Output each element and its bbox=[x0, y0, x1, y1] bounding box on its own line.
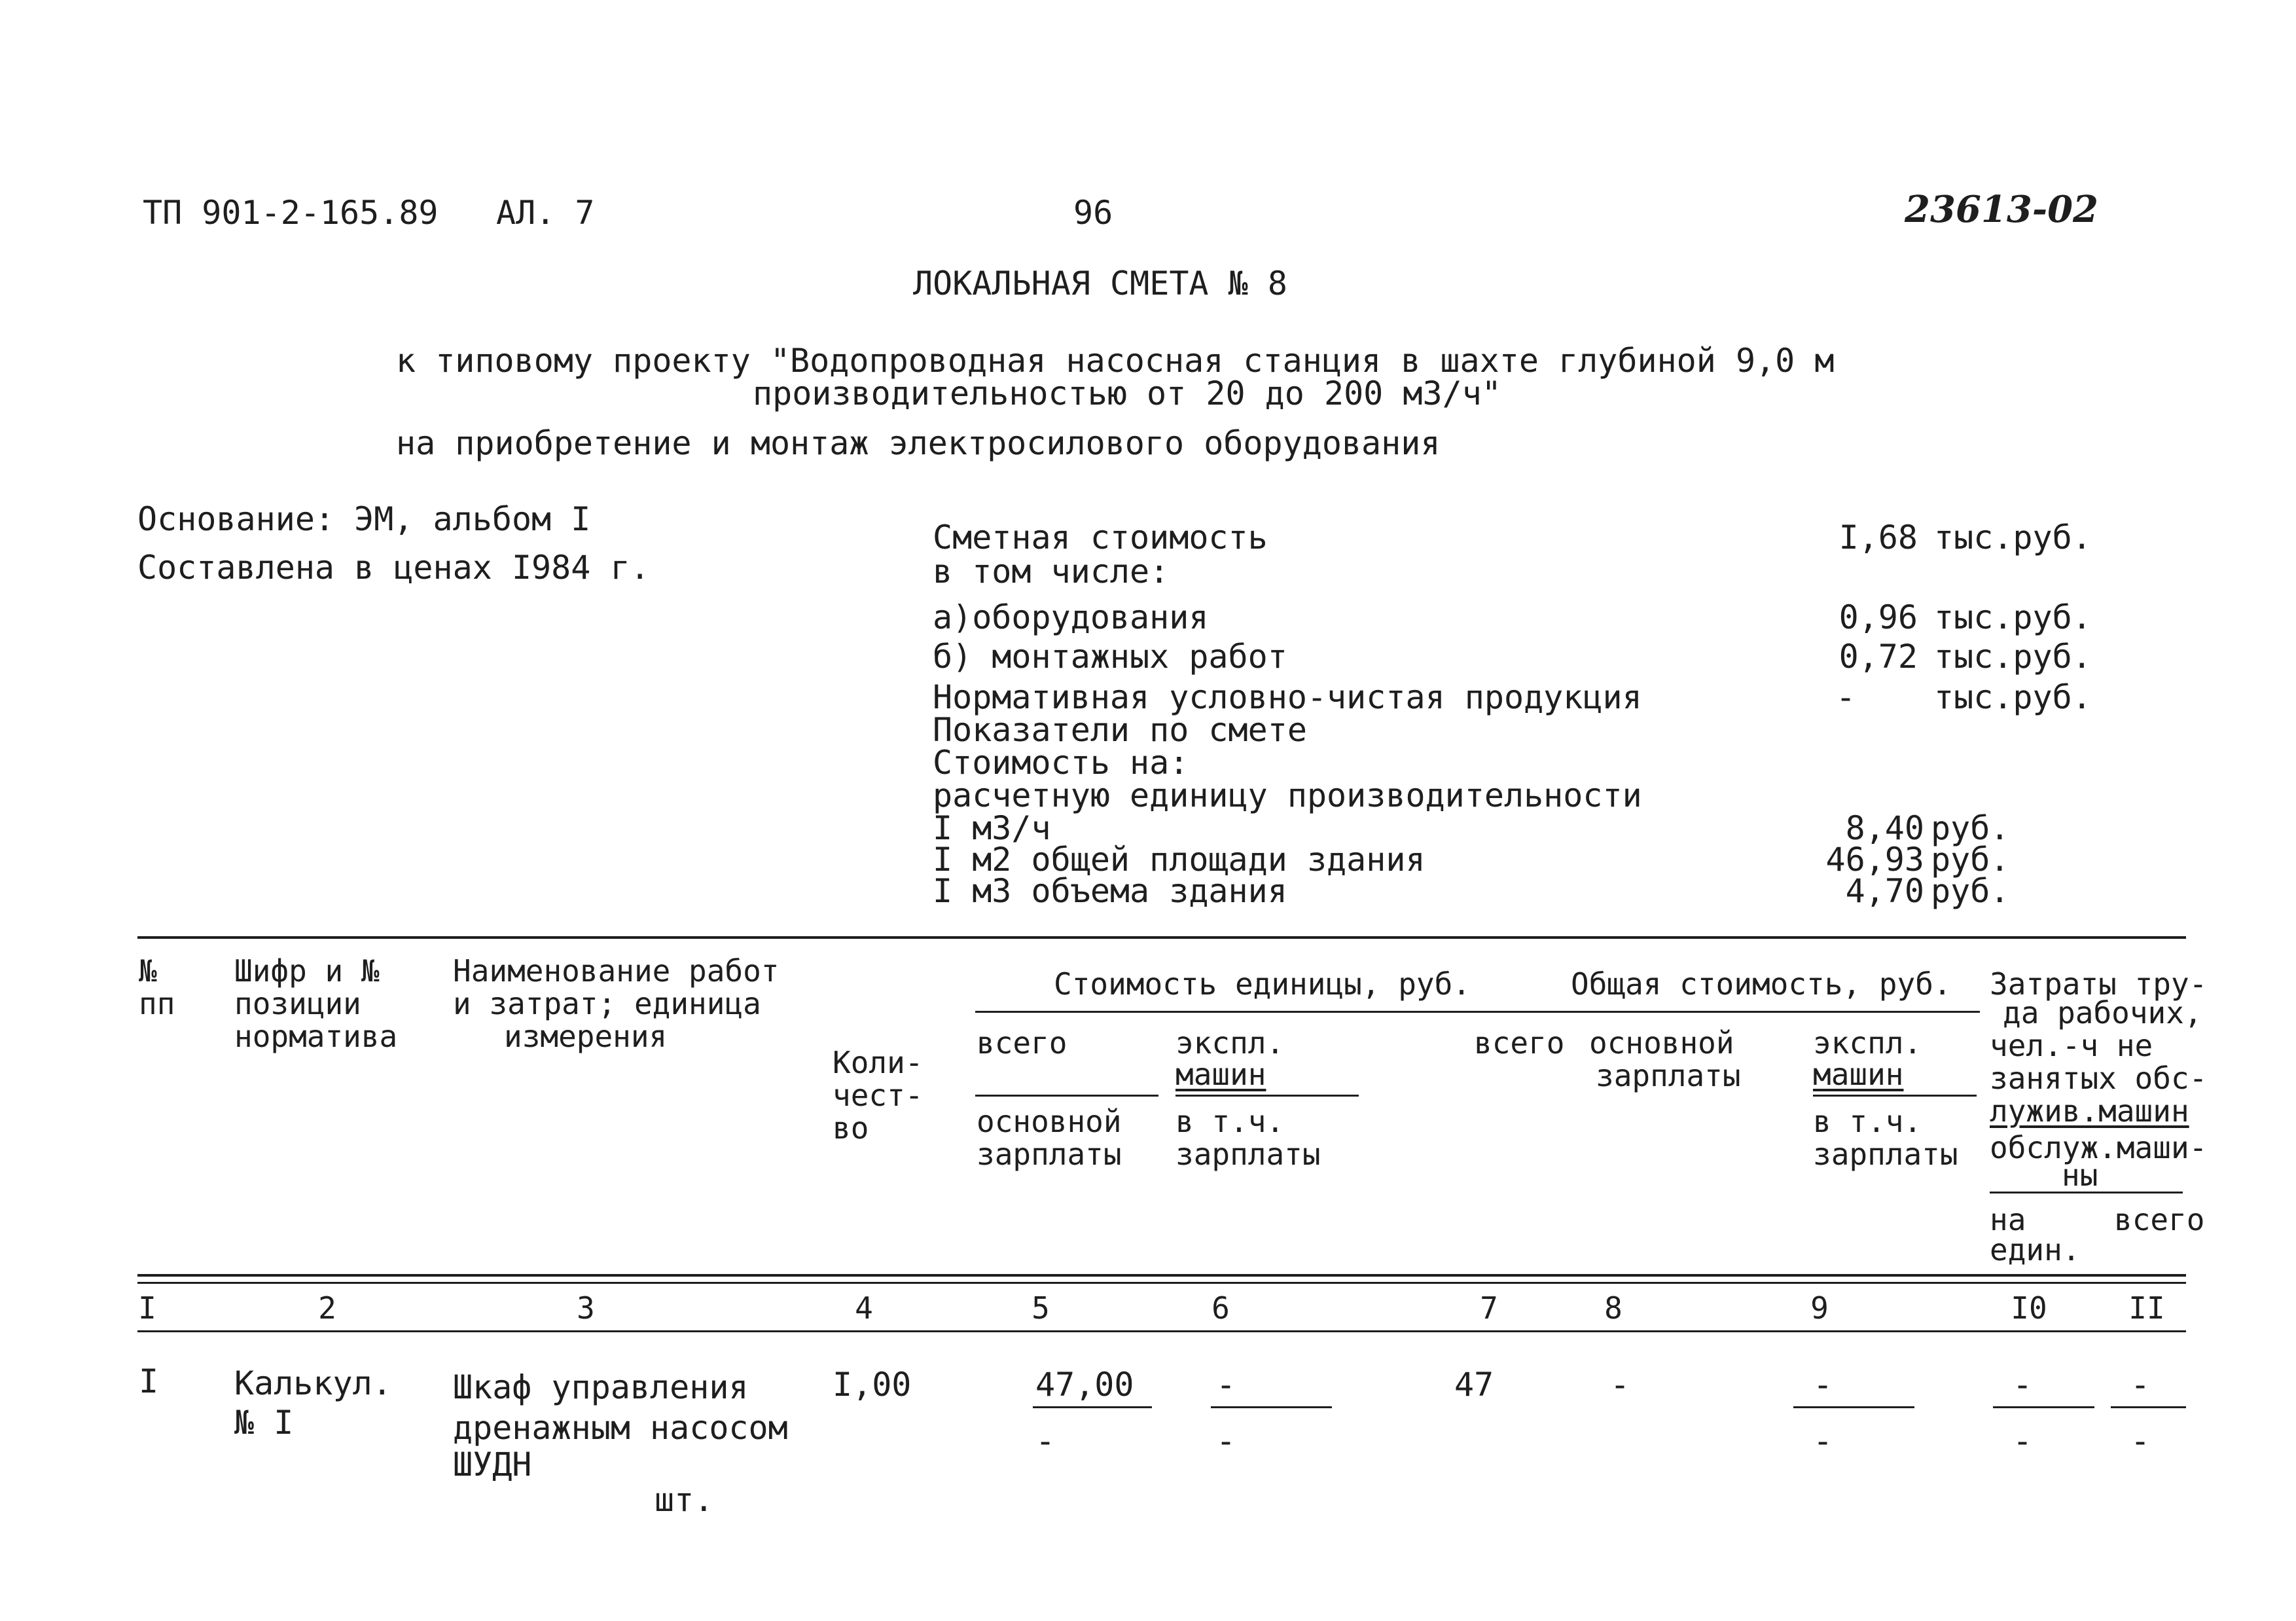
column-number: 9 bbox=[1810, 1290, 1829, 1326]
column-number: I0 bbox=[2011, 1290, 2047, 1326]
row-labor-per-unit-b: - bbox=[2013, 1422, 2033, 1460]
row-number: I bbox=[139, 1362, 159, 1400]
installation-value: 0,72 bbox=[1839, 638, 1918, 676]
unit-thousand-rub: тыс.руб. bbox=[1934, 519, 2092, 556]
row-name-line1: Шкаф управления bbox=[453, 1368, 749, 1406]
header-unit-expl-line1: экспл. bbox=[1175, 1025, 1285, 1061]
including-label: в том числе: bbox=[933, 553, 1170, 591]
header-col3-line2: и затрат; единица bbox=[453, 986, 761, 1021]
page-number: 96 bbox=[1073, 194, 1113, 232]
header-col3-line3: измерения bbox=[504, 1019, 668, 1054]
header-total-incl-line2: зарплаты bbox=[1813, 1137, 1958, 1172]
subtitle-line-2: производительностью от 20 до 200 м3/ч" bbox=[753, 374, 1501, 412]
unit-rub: руб. bbox=[1931, 872, 2010, 910]
header-unit-base-line2: зарплаты bbox=[977, 1137, 1122, 1172]
header-labor-line2: да рабочих, bbox=[2003, 995, 2202, 1030]
indicators-label: Показатели по смете bbox=[933, 711, 1307, 749]
row-labor-per-unit-a: - bbox=[2013, 1366, 2033, 1404]
archive-number: 23613-02 bbox=[1905, 188, 2098, 231]
row-unit-base: - bbox=[1035, 1422, 1056, 1460]
header-col4-line2: чест- bbox=[833, 1078, 924, 1113]
per-m2-label: I м2 общей площади здания bbox=[933, 841, 1426, 879]
header-labor-line4: занятых обс- bbox=[1990, 1061, 2208, 1096]
column-number: I bbox=[138, 1290, 156, 1326]
header-col1-line2: пп bbox=[139, 986, 175, 1021]
header-total-incl-line1: в т.ч. bbox=[1813, 1104, 1922, 1139]
estimated-cost-label: Сметная стоимость bbox=[933, 519, 1268, 556]
header-labor-line7: ны bbox=[2062, 1157, 2098, 1193]
row-unit-incl: - bbox=[1216, 1422, 1236, 1460]
header-unit-base-line1: основной bbox=[977, 1104, 1122, 1139]
header-col2-line1: Шифр и № bbox=[234, 953, 380, 989]
row-labor-per-unit-rule bbox=[1993, 1406, 2094, 1408]
row-unit-expl: - bbox=[1216, 1366, 1236, 1404]
normative-label: Нормативная условно-чистая продукция bbox=[933, 678, 1642, 716]
header-labor-per-unit-line2: един. bbox=[1990, 1232, 2081, 1267]
unit-thousand-rub: тыс.руб. bbox=[1934, 678, 2092, 716]
column-number: II bbox=[2128, 1290, 2165, 1326]
table-top-rule bbox=[137, 936, 2186, 939]
row-quantity: I,00 bbox=[833, 1366, 912, 1404]
page-title: ЛОКАЛЬНАЯ СМЕТА № 8 bbox=[913, 264, 1287, 302]
per-m3-value: 4,70 bbox=[1845, 872, 1924, 910]
row-total-incl: - bbox=[1813, 1422, 1833, 1460]
header-labor-total: всего bbox=[2114, 1202, 2205, 1237]
header-labor-per-unit-line1: на bbox=[1990, 1202, 2026, 1237]
estimated-cost-value: I,68 bbox=[1839, 519, 1918, 556]
header-total-expl-line2: машин bbox=[1813, 1057, 1904, 1092]
subtitle-line-3: на приобретение и монтаж электросилового оборудования bbox=[396, 424, 1441, 462]
header-col4-line3: во bbox=[833, 1110, 869, 1146]
row-total: 47 bbox=[1454, 1366, 1494, 1404]
per-m2-value: 46,93 bbox=[1825, 841, 1924, 879]
row-total-expl-rule bbox=[1793, 1406, 1914, 1408]
row-unit-total-rule bbox=[1033, 1406, 1152, 1408]
header-col2-line3: норматива bbox=[234, 1019, 398, 1054]
cost-per-label: Стоимость на: bbox=[933, 744, 1189, 782]
row-code-line2: № I bbox=[234, 1404, 294, 1442]
row-unit-expl-rule bbox=[1211, 1406, 1332, 1408]
header-unit-total: всего bbox=[977, 1025, 1067, 1061]
column-number: 7 bbox=[1480, 1290, 1498, 1326]
header-total-base-line1: основной bbox=[1589, 1025, 1734, 1061]
header-unit-incl-line1: в т.ч. bbox=[1175, 1104, 1285, 1139]
header-total-expl-line1: экспл. bbox=[1813, 1025, 1922, 1061]
unit-thousand-rub: тыс.руб. bbox=[1934, 598, 2092, 636]
equipment-value: 0,96 bbox=[1839, 598, 1918, 636]
per-unit-label: расчетную единицу производительности bbox=[933, 776, 1642, 814]
row-labor-total-b: - bbox=[2130, 1422, 2151, 1460]
subtitle-line-1: к типовому проекту "Водопроводная насосная станция в шахте глубиной 9,0 м bbox=[396, 342, 1835, 380]
basis-line-2: Составлена в ценах I984 г. bbox=[137, 549, 650, 587]
unit-total-rule bbox=[975, 1095, 1158, 1097]
column-number: 3 bbox=[577, 1290, 595, 1326]
unit-thousand-rub: тыс.руб. bbox=[1934, 638, 2092, 676]
row-name-line3: ШУДН bbox=[453, 1446, 532, 1484]
row-code-line1: Калькул. bbox=[234, 1364, 392, 1402]
equipment-label: а)оборудования bbox=[933, 598, 1209, 636]
header-labor-line6: обслуж.маши- bbox=[1990, 1130, 2208, 1165]
total-cost-group-header: Общая стоимость, руб. bbox=[1571, 966, 1952, 1002]
group-header-rule bbox=[975, 1011, 1980, 1013]
header-col2-line2: позиции bbox=[234, 986, 361, 1021]
column-number: 8 bbox=[1604, 1290, 1623, 1326]
per-m3h-value: 8,40 bbox=[1845, 809, 1924, 847]
column-number: 6 bbox=[1211, 1290, 1230, 1326]
header-col1-line1: № bbox=[139, 953, 157, 989]
header-unit-expl-line2: машин bbox=[1175, 1057, 1266, 1092]
header-labor-line3: чел.-ч не bbox=[1990, 1028, 2153, 1063]
column-number: 4 bbox=[855, 1290, 873, 1326]
per-m3h-label: I м3/ч bbox=[933, 809, 1051, 847]
row-name-line2: дренажным насосом bbox=[453, 1409, 788, 1447]
column-number-rule bbox=[137, 1330, 2186, 1332]
unit-expl-rule bbox=[1175, 1095, 1359, 1097]
header-col3-line1: Наименование работ bbox=[453, 953, 780, 989]
row-labor-total-a: - bbox=[2130, 1366, 2151, 1404]
header-labor-line5: лужив.машин bbox=[1990, 1093, 2189, 1129]
installation-label: б) монтажных работ bbox=[933, 638, 1287, 676]
header-labor-line1: Затраты тру- bbox=[1990, 966, 2208, 1002]
header-rule-upper bbox=[137, 1274, 2186, 1277]
album-number: АЛ. 7 bbox=[496, 194, 595, 232]
doc-code: ТП 901-2-165.89 bbox=[143, 194, 439, 232]
normative-value: - bbox=[1836, 678, 1856, 716]
unit-rub: руб. bbox=[1931, 809, 2010, 847]
header-total-total: всего bbox=[1474, 1025, 1565, 1061]
header-col4-line1: Коли- bbox=[833, 1045, 924, 1080]
column-number: 2 bbox=[318, 1290, 336, 1326]
column-number: 5 bbox=[1031, 1290, 1050, 1326]
header-rule-lower bbox=[137, 1282, 2186, 1284]
header-unit-incl-line2: зарплаты bbox=[1175, 1137, 1321, 1172]
basis-line-1: Основание: ЭМ, альбом I bbox=[137, 500, 591, 538]
row-unit: шт. bbox=[655, 1481, 714, 1519]
total-expl-rule bbox=[1813, 1095, 1977, 1097]
header-total-base-line2: зарплаты bbox=[1596, 1058, 1741, 1093]
labor-header-rule bbox=[1990, 1192, 2183, 1193]
row-unit-total: 47,00 bbox=[1035, 1366, 1134, 1404]
row-total-expl: - bbox=[1813, 1366, 1833, 1404]
row-total-base: - bbox=[1610, 1366, 1630, 1404]
per-m3-label: I м3 объема здания bbox=[933, 872, 1287, 910]
unit-rub: руб. bbox=[1931, 841, 2010, 879]
row-labor-total-rule bbox=[2111, 1406, 2186, 1408]
unit-cost-group-header: Стоимость единицы, руб. bbox=[1054, 966, 1471, 1002]
